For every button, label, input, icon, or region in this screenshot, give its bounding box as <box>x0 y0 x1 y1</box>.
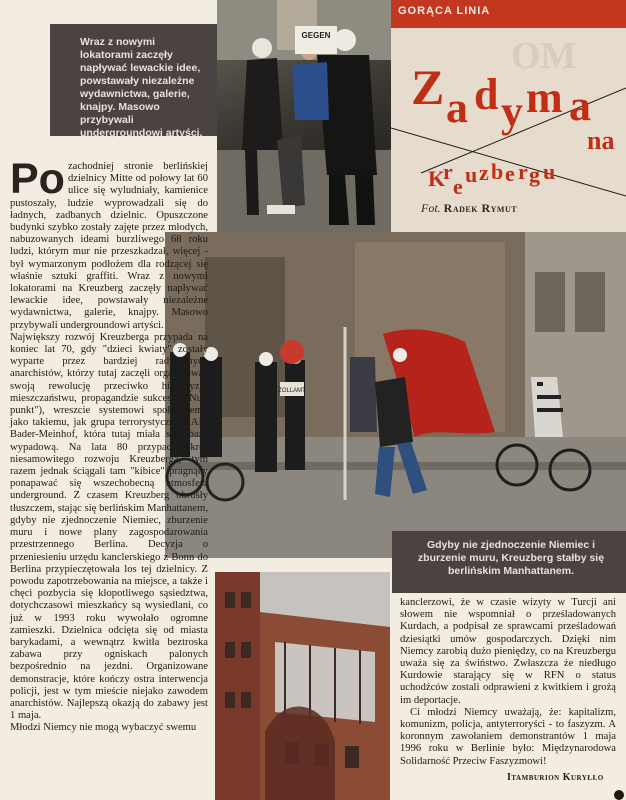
article-paragraph: zachodniej stronie berlińskiej dzielnicy Mitte od połowy lat 60 ulice się wyludniały, kamienice pustoszały, ludzie wyprowadzali się do ładnych, zadbanych dzielnic. Opuszczone budynki szybko zostały zajęte przez młodych, nabuzowanych ideami burzliwego 68 roku ludzi, którym mur nie przeszkadzał, więcej - był wymarzonym podłożem dla rodzącej się właśnie sztuki graffiti. Wraz z nowymi lokatorami na Kreuzberg zaczęły napływać lewackie idee, powstawały niezależne wydawnictwa, galerie, knajpy. Masowo przybywali undergroundowi artyści. <box>10 161 208 331</box>
place-letter-6: b <box>491 159 504 184</box>
place-letter-5: z <box>479 160 489 185</box>
photo-ruined-building <box>215 572 390 800</box>
place-letter-7: e <box>505 161 515 186</box>
place-letter-2: r <box>443 159 453 184</box>
photo-credit-prefix: Fot. <box>421 201 441 215</box>
title-letter-z: Z <box>411 59 445 115</box>
title-word-na: na <box>587 126 615 155</box>
place-letter-9: g <box>529 162 540 187</box>
drop-cap: Po <box>10 155 65 203</box>
article-paragraph: kanclerzowi, że w czasie wizyty w Turcji ani słowem nie wspomniał o prześladowanych Kurdach, a podpisał ze sprawcami prześladowań dziesiątki umów gospodarczych. Dzięki nim Niemcy zarobią dużo pieniędzy, co na Kreuzbergu uważa się za świństwo. Zwłaszcza że niedługo Kurdowie starający się w RFN o status uchodźców zostali odprawieni z kwitkiem i grożą im deportacje. <box>400 597 616 706</box>
page-marker <box>614 790 624 800</box>
section-label: GORĄCA LINIA <box>398 5 491 17</box>
pull-quote-box <box>50 24 218 139</box>
place-letter-3: e <box>453 174 463 199</box>
place-letter-10: u <box>543 159 556 184</box>
article-paragraph: Ci młodzi Niemcy uważają, że: kapitalizm, komunizm, policja, antyterroryści - to faszyzm. A koronnym zawołaniem demonstrantów 1 maja 1996 roku w Berlinie było: Międzynarodowa Solidarność Przeciw Faszyzmowi! <box>400 706 616 767</box>
place-letter-1: K <box>428 166 446 191</box>
photo-street-demonstration-drawing <box>165 232 626 558</box>
place-letter-4: u <box>465 162 478 187</box>
street-sign-text: ZOLLAMT <box>278 388 306 394</box>
title-letter-y: y <box>501 87 523 136</box>
title-watermark: OM <box>511 35 577 77</box>
article-column-right <box>400 597 616 768</box>
caption-box <box>392 531 626 593</box>
article-column-left <box>10 155 208 735</box>
article-paragraph: Największy rozwój Kreuzberga przypada na koniec lat 70, gdy "dzieci kwiaty" zostały wyparte przez bardziej radykalnych anarchistów, którzy tutaj zaczęli organizować swoją rewolucję przeciwko hipokryzji, mieszczaństwu, propagandzie sukcesu ("Null punkt"), wreszcie systemowi społecznemu jako takiemu, jak grupa terrorystyczna RAF-Bader-Meinhof, która tutaj miała swą bazę wypadową. Na lata 80 przypadł okres niesamowitego rozwoju Kreuzberga, tym razem jednak ściągali tam "kibice" pragnący ponapawać się wszechobecną atmosferą underground. Z czasem Kreuzberg obrośły tłuszczem, stając się berlińskim Manhattanem, gdyby nie zjednoczenie Niemiec, zburzenie muru i nowe plany zagospodarowania przestrzennego Berlina. Decyzja o przeniesieniu urzędu kanclerskiego z Bonn do Berlina przypieczętowała los tej dzielnicy. Z powodu zapotrzebowania na miejsce, a także i chęci pozbycia się kłopotliwego sąsiedztwa, dotychczasowi mieszkańcy są wysiedlani, co już w 1993 roku wywołało ogromne zamieszki. Dzielnica odcięta się od miasta barykadami, a wewnątrz kwitła beztroska zabawa przy ogniskach palonych bezpośrednio na jezdni. Organizowane demonstracje, które kończy ostra interwencja policji, jest w tym mieście niejako zawodem anarchistów. Najlepszą okazją do zabawy jest 1 maja. <box>10 331 208 722</box>
title-letter-m: m <box>526 73 563 122</box>
caption-text: Gdyby nie zjednoczenie Niemiec i zburzenie muru, Kreuzberg stałby się berlińskim Manhattanem. <box>417 539 605 577</box>
article-paragraph: Młodzi Niemcy nie mogą wybaczyć swemu <box>10 722 197 734</box>
title-letter-a: a <box>446 83 468 132</box>
place-letter-8: r <box>518 159 528 184</box>
photo-ruined-building-drawing <box>215 572 390 800</box>
protest-sign-text: GEGEN <box>301 31 331 40</box>
title-letter-d: d <box>474 70 499 119</box>
photo-police-arrest <box>217 0 391 232</box>
title-letter-a2: a <box>569 81 591 130</box>
author-signature: Itamburion Kuryłło <box>507 772 604 783</box>
photo-credit <box>421 201 517 216</box>
photo-street-demonstration <box>165 232 626 558</box>
pull-quote-text: Wraz z nowymi lokatorami zaczęły napływać lewackie idee, powstawały niezależne wydawnictwa, galerie, knajpy. Masowo przybywali undergroundowi artyści. <box>80 36 203 139</box>
photo-credit-name: Radek Rymut <box>443 201 518 215</box>
photo-police-arrest-drawing <box>217 0 391 232</box>
